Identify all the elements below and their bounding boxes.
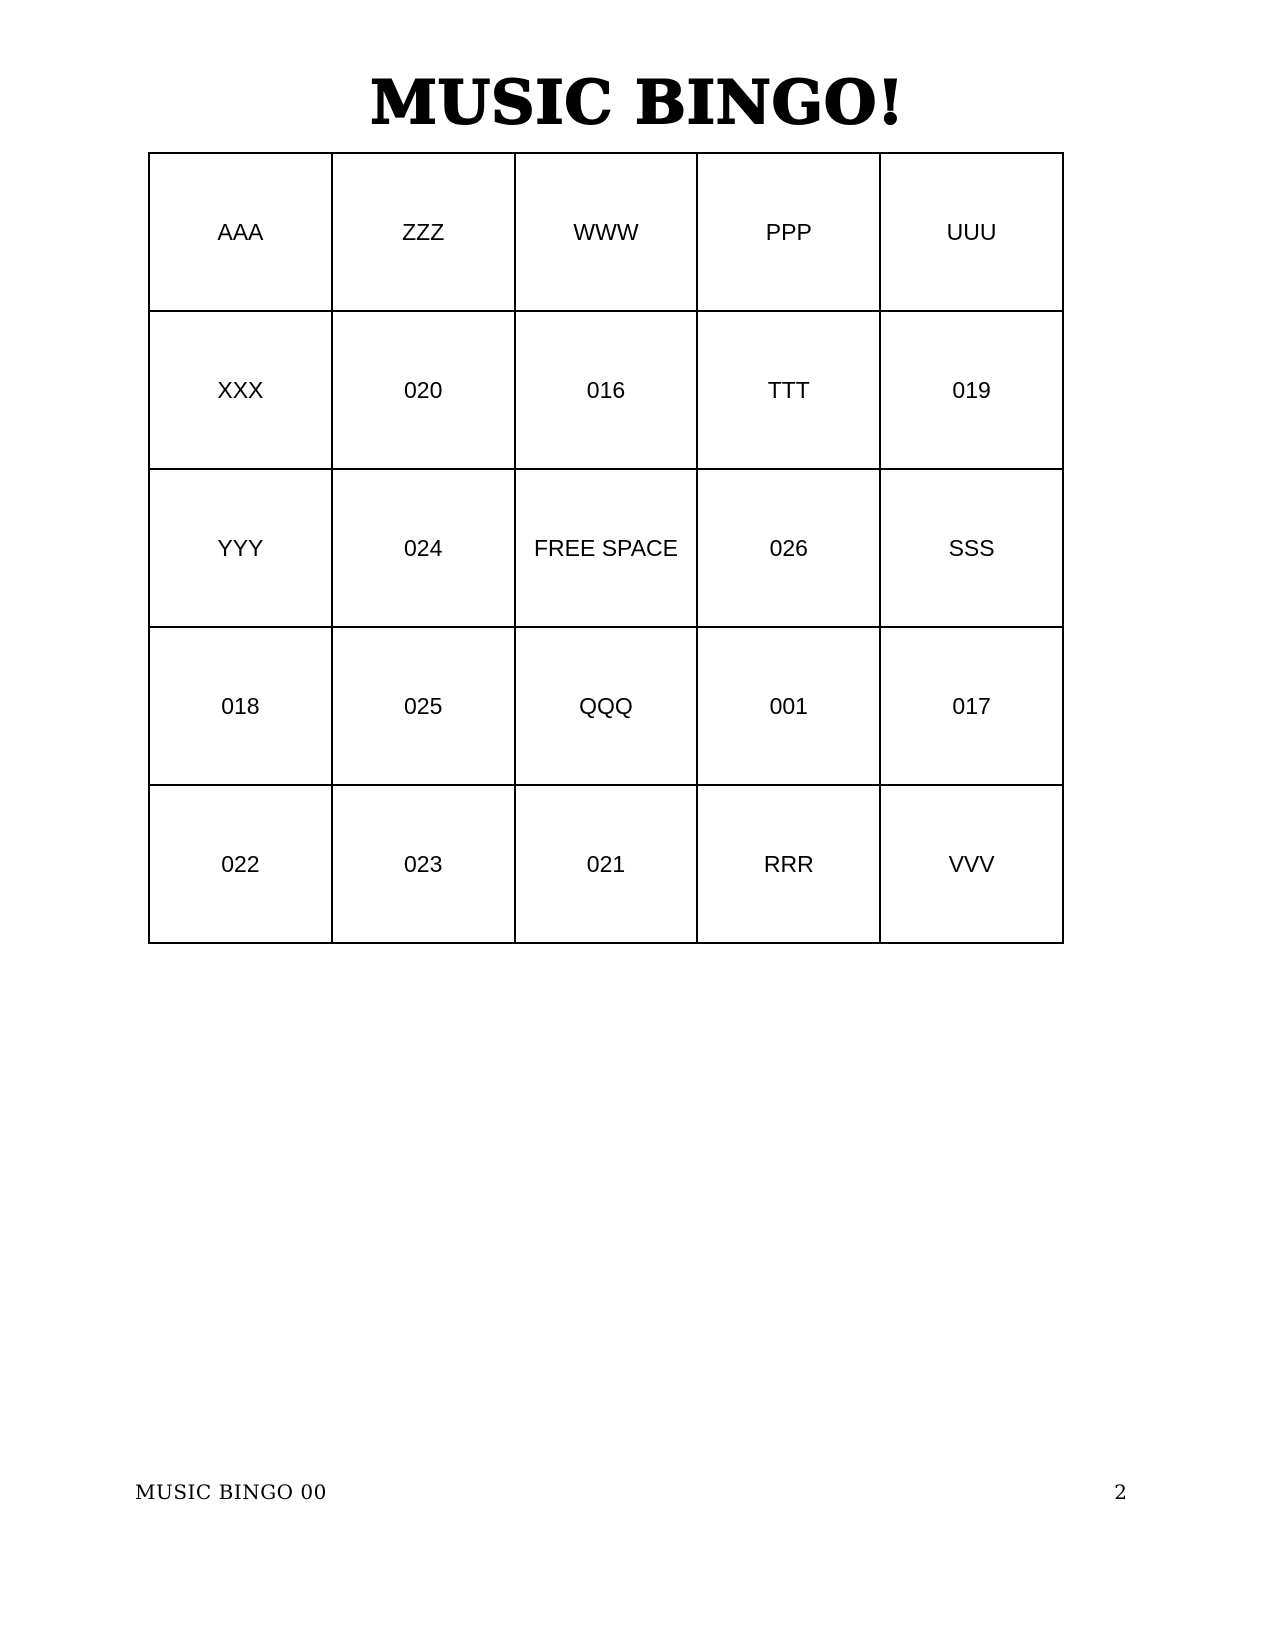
bingo-cell[interactable]: RRR [697,785,880,943]
bingo-cell[interactable]: 017 [880,627,1063,785]
table-row [149,627,1063,785]
footer-document-label: MUSIC BINGO 00 [135,1480,327,1504]
bingo-cell[interactable]: 023 [332,785,515,943]
bingo-cell[interactable]: 025 [332,627,515,785]
table-row [149,785,1063,943]
bingo-cell[interactable]: SSS [880,469,1063,627]
table-row [149,153,1063,311]
bingo-cell[interactable]: AAA [149,153,332,311]
bingo-cell[interactable]: ZZZ [332,153,515,311]
table-row [149,469,1063,627]
bingo-cell[interactable]: 026 [697,469,880,627]
bingo-cell[interactable]: 018 [149,627,332,785]
table-row [149,311,1063,469]
page-footer [0,1480,1275,1510]
bingo-cell[interactable]: 001 [697,627,880,785]
bingo-grid [148,152,1064,944]
bingo-cell[interactable]: 024 [332,469,515,627]
bingo-cell-free-space[interactable]: FREE SPACE [515,469,698,627]
bingo-cell[interactable]: TTT [697,311,880,469]
bingo-cell[interactable]: XXX [149,311,332,469]
footer-page-number: 2 [1114,1480,1127,1504]
bingo-cell[interactable]: WWW [515,153,698,311]
bingo-cell[interactable]: 019 [880,311,1063,469]
bingo-cell[interactable]: VVV [880,785,1063,943]
bingo-cell[interactable]: 016 [515,311,698,469]
page-title: MUSIC BINGO! [370,68,905,138]
bingo-cell[interactable]: 022 [149,785,332,943]
bingo-cell[interactable]: UUU [880,153,1063,311]
bingo-cell[interactable]: 020 [332,311,515,469]
bingo-cell[interactable]: QQQ [515,627,698,785]
bingo-cell[interactable]: YYY [149,469,332,627]
bingo-cell[interactable]: PPP [697,153,880,311]
bingo-cell[interactable]: 021 [515,785,698,943]
